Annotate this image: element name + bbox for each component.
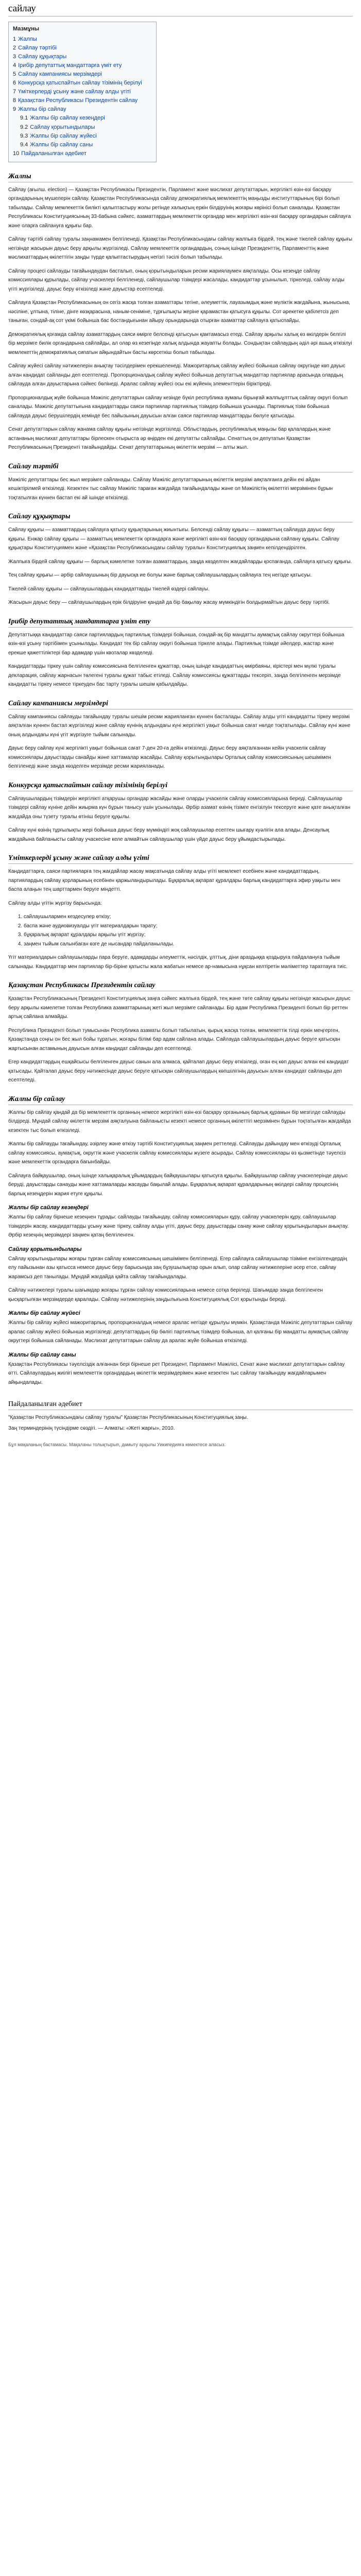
- paragraph: Демократиялық қоғамда сайлау азаматтардың саяси өмірге белсенді қатысуын қамтамасыз етеді. Сайлау арқылы халық өз өкілдерін белгілі бір мерзімге билік органдарына сайлайды, ал олар өз кезегінде халық алдында жауапты болады. Сондықтан сайлаудың әділ әрі ашық өткізілуі мемлекеттің демократиялық сипатын айқындайтын басты көрсеткіш болып табылады.: [8, 331, 352, 355]
- subsection-heading: Жалпы бір сайлау кезеңдері: [8, 1205, 89, 1211]
- toc-item-number: 9: [13, 106, 16, 113]
- table-of-contents: [8, 22, 157, 162]
- toc-item-link[interactable]: Сайлау кампаниясы мерзімдері: [18, 71, 102, 78]
- toc-subitem-number: 9.3: [20, 132, 28, 139]
- paragraph: Үгіт материалдарын сайлаушыларды пара беруге, адамдарды әлеуметтік, нәсілдік, ұлттық, діни араздыққа қоздыруға пайдалануға тыйым салынады. Кандидаттар мен партиялар бір-біріне қатысты жала жабатын немесе ар-намысына нұқсан келтіретін мәліметтер таратпауға тиіс.: [8, 955, 348, 970]
- toc-subitem-link[interactable]: Жалпы бір сайлау саны: [30, 141, 93, 148]
- section-heading: Ірибір депутаттық мандаттарға үміт ету: [8, 618, 353, 628]
- section-heading: Үміткерлерді ұсыну және сайлау алды үгіті: [8, 854, 353, 864]
- references-list: [8, 1413, 353, 1433]
- reference-item: "Қазақстан Республикасындағы сайлау туралы" Қазақстан Республикасының Конституциялық заңы.: [8, 1415, 248, 1421]
- list-item: 1. сайлаушылармен кездесулер өткізу;: [24, 912, 353, 922]
- toc-item[interactable]: [13, 149, 152, 158]
- article-section: [8, 782, 353, 844]
- paragraph: Сайлауға байқаушылар, оның ішінде халықаралық ұйымдардың байқаушылары қатысуға құқылы. Байқаушылар сайлау учаскелерінде дауыс беруді, дауыстарды санауды және хаттамаларды жасауды бақылай алады. Бұқаралық ақпарат құралдарының өкілдері сайлау процесінің барлық кезеңдерін жария етуге құқылы.: [8, 1173, 348, 1197]
- subsection-heading: Жалпы бір сайлау саны: [8, 1351, 76, 1358]
- article-section: [8, 618, 353, 689]
- article-section: [8, 700, 353, 771]
- section-heading: Қазақстан Республикасы Президентін сайлау: [8, 981, 353, 991]
- paragraph: Жалпы бір сайлауды тағайындау, әзірлеу және өткізу тәртібі Конституциялық заңмен реттеледі. Сайлауды дайындау мен өткізуді Орталық сайлау комиссиясы, аумақтық, округтік және учаскелік сайлау комиссиялары жүзеге асырады. Сайлау комиссиялары өз қызметінде тәуелсіз және мемлекеттік органдарға бағынбайды.: [8, 1141, 346, 1165]
- article-section: [8, 513, 353, 607]
- toc-item[interactable]: [13, 88, 152, 96]
- toc-item-link[interactable]: Қазақстан Республикасы Президентін сайлау: [18, 97, 138, 104]
- toc-item-number: 8: [13, 97, 16, 104]
- section-heading: Жалпы: [8, 173, 353, 182]
- toc-list: [13, 35, 152, 158]
- toc-item-link[interactable]: Жалпы бір сайлау: [18, 106, 66, 113]
- toc-item[interactable]: [13, 96, 152, 105]
- subsection-heading: Жалпы бір сайлау жүйесі: [8, 1310, 80, 1317]
- article-section: [8, 173, 353, 452]
- toc-title: Мазмұны: [13, 26, 40, 32]
- reference-item: Заң терминдерінің түсіндірме сөздігі. — Алматы: «Жеті жарғы», 2010.: [8, 1426, 175, 1432]
- paragraph: Сайлау алды үгітін жүргізу барысында:: [8, 900, 102, 906]
- section-heading: Сайлау тәртібі: [8, 463, 353, 472]
- toc-item-number: 6: [13, 80, 16, 87]
- toc-item-link[interactable]: Конкурсқа қатыспайтын сайлау тізімінің берілуі: [18, 80, 142, 87]
- toc-item[interactable]: [13, 105, 152, 149]
- section-heading: Сайлау кампаниясы мерзімдері: [8, 700, 353, 709]
- article-section: [8, 463, 353, 503]
- list-item: 2. баспа және аудиовизуалды үгіт материалдарын тарату;: [24, 922, 353, 931]
- paragraph: Тең сайлау құқығы — әрбір сайлаушының бір дауысқа ие болуы және барлық сайлаушылардың сайлауға тең негізде қатысуы.: [8, 572, 312, 579]
- toc-item-number: 7: [13, 89, 16, 95]
- section-heading: Конкурсқа қатыспайтын сайлау тізімінің берілуі: [8, 782, 353, 791]
- paragraph: Дауыс беру сайлау күні жергілікті уақыт бойынша сағат 7-ден 20-ға дейін өткізіледі. Дауыс беру аяқталғаннан кейін учаскелік сайлау комиссиялары дауыстарды санайды және хаттамалар жасайды. Сайлау қорытындылары Орталық сайлау комиссиясының шешімімен белгіленеді және заңда көзделген мерзімде ресми жарияланады.: [8, 745, 331, 770]
- article-section: [8, 981, 353, 1085]
- toc-item-number: 2: [13, 45, 16, 52]
- section-heading: Сайлау құқықтары: [8, 513, 353, 522]
- toc-subitem[interactable]: [20, 123, 152, 132]
- toc-item-number: 5: [13, 71, 16, 78]
- toc-item-link[interactable]: Сайлау тәртібі: [18, 45, 57, 52]
- toc-subitem[interactable]: [20, 114, 152, 123]
- paragraph: Кандидаттарға, саяси партияларға тең жағдайлар жасау мақсатында сайлау алды үгіті мемлекет есебінен және кандидаттардың, партиялардың сайлау қорларының есебінен қаржыландырылады. Бұқаралық ақпарат құралдары барлық кандидаттарға эфир уақыты мен баспа алаңын тең шарттармен беруге міндетті.: [8, 869, 340, 893]
- toc-item-link[interactable]: Пайдаланылған әдебиет: [21, 150, 87, 157]
- toc-subitem-link[interactable]: Жалпы бір сайлау кезеңдері: [30, 115, 105, 122]
- toc-item-number: 4: [13, 62, 16, 69]
- paragraph: Жалпы бір сайлау қандай да бір мемлекеттік органның немесе жергілікті өзін-өзі басқару органының барлық құрамын бір мезгілде сайлауды білдіреді. Мұндай сайлау өкілеттік мерзімі аяқталуына байланысты кезекті немесе органның өкілеттігі мерзімінен бұрын тоқтатылған жағдайда кезектен тыс болып өткізіледі.: [8, 1109, 351, 1133]
- paragraph: Сайлау қорытындылары жоғары тұрған сайлау комиссиясының шешімімен белгіленеді. Егер сайлауға сайлаушылар тізіміне енгізілгендердің елу пайызынан азы қатысса немесе дауыс беру барысында заң бұзушылықтар орын алып, олар сайлау нәтижелеріне әсер етсе, сайлау жарамсыз деп танылады. Мұндай жағдайда қайта сайлау тағайындалады.: [8, 1256, 347, 1280]
- stub-footer-note: Бұл мақаланың бастамасы. Мақаланы толықтырып, дамыту арқылы Уикипедияға көмектесе аласыз.: [8, 1442, 226, 1448]
- paragraph: Сайлау күні өзінің тұрғылықты жері бойынша дауыс беру мүмкіндігі жоқ сайлаушылар есептен шығару куәлігін ала алады. Денсаулық жағдайына байланысты сайлау учаскесіне келе алмайтын сайлаушылар үшін үйде дауыс беру ұйымдастырылады.: [8, 827, 330, 842]
- toc-subitem-link[interactable]: Сайлау қорытындылары: [30, 124, 95, 130]
- paragraph: Егер кандидаттардың ешқайсысы белгіленген дауыс санын ала алмаса, қайталап дауыс беру өткізіледі, оған ең көп дауыс алған екі кандидат қатысады. Қайталап дауыс беру нәтижесінде дауыс беруге қатысқан сайлаушылардың көпшілігінің дауысын алған кандидат сайланды деп есептеледі.: [8, 1059, 349, 1083]
- toc-item-link[interactable]: Сайлау құқықтары: [18, 54, 67, 60]
- toc-subitem-number: 9.4: [20, 141, 28, 148]
- toc-item[interactable]: [13, 44, 152, 53]
- paragraph: Сайлау процесі сайлауды тағайындаудан басталып, оның қорытындыларын ресми жариялаумен аяқталады. Осы кезеңде сайлау комиссиялары құрылады, сайлау учаскелері белгіленеді, сайлаушылар тізімдері жасалады, кандидаттар ұсынылып, тіркеледі, сайлау алды үгіті жүргізіледі, дауыс беру өткізіледі және дауыстар есептеледі.: [8, 268, 345, 292]
- paragraph: Мәжіліс депутаттары бес жыл мерзімге сайланады. Сайлау Мәжіліс депутаттарының өкілеттік мерзімі аяқталғанға дейін екі айдан кешіктірілмей өткізіледі. Кезектен тыс сайлау Мәжіліс тараған жағдайда тағайындалады және ол Мәжілістің өкілеттігі мерзімінен бұрын тоқтатылған күннен бастап екі ай ішінде өткізіледі.: [8, 477, 333, 501]
- toc-subitem-number: 9.2: [20, 124, 28, 130]
- paragraph: Сайлау жүйесі сайлау нәтижелерін анықтау тәсілдерімен ерекшеленеді. Мажоритарлық сайлау жүйесі бойынша сайлау округінде көп дауыс алған кандидат сайланды деп есептеледі. Пропорционалдық сайлау жүйесі бойынша депутаттық мандаттар партиялар арасында олардың сайлауда алған дауыстарына сәйкес бөлінеді. Аралас сайлау жүйесі осы екі жүйенің элементтерін біріктіреді.: [8, 363, 346, 387]
- paragraph: Қазақстан Республикасы тәуелсіздік алғаннан бері бірнеше рет Президент, Парламент Мәжілісі, Сенат және мәслихат депутаттарын сайлау өтті. Сайлаулардың жиілігі мемлекеттік органдардың өкілеттік мерзімдерімен және кезектен тыс сайлау тағайындау жағдайларымен айқындалады.: [8, 1361, 345, 1385]
- toc-subitem-number: 9.1: [20, 115, 28, 122]
- article-section: [8, 854, 353, 971]
- article-body: [8, 173, 353, 1387]
- paragraph: Жасырын дауыс беру — сайлаушылардың ерік білдіруіне қандай да бір бақылау жасау мүмкіндігін болдырмайтын дауыс беру тәртібі.: [8, 600, 330, 606]
- toc-subitem[interactable]: [20, 141, 152, 149]
- paragraph: Кандидаттарды тіркеу үшін сайлау комиссиясына белгіленген құжаттар, оның ішінде кандидаттың өмірбаяны, кірістері мен мүлкі туралы декларация, сайлау жарнасын төлегені туралы құжат табыс етіледі. Сайлау комиссиясы құжаттарды тексеріп, заңда белгіленген мерзімде кандидатты тіркеу немесе тіркеуден бас тарту туралы шешім қабылдайды.: [8, 664, 341, 688]
- list-item: 4. заңмен тыйым салынбаған өзге де нысандар пайдаланылады.: [24, 940, 353, 949]
- paragraph: Сайлау құқығы — азаматтардың сайлауға қатысу құқықтарының жиынтығы. Белсенді сайлау құқығы — азаматтың сайлауда дауыс беру құқығы. Енжар сайлау құқығы — азаматтың мемлекеттік органдарға және жергілікті өзін-өзі басқару органдарына сайлану құқығы. Сайлау құқықтары Конституциямен және «Қазақстан Республикасындағы сайлау туралы» Конституциялық заңмен кепілдендірілген.: [8, 527, 339, 551]
- toc-item-number: 1: [13, 36, 16, 43]
- toc-item-link[interactable]: Үміткерлерді ұсыну және сайлау алды үгіті: [18, 89, 131, 95]
- paragraph: Сенат депутаттарын сайлау жанама сайлау құқығы негізінде жүргізіледі. Облыстардың, республикалық маңызы бар қалалардың және астананың мәслихат депутаттары бірлескен отырыста әр өңірден екі депутатты сайлайды. Сенаттың он депутатын Қазақстан Республикасының Президенті тағайындайды. Сенат депутаттарының өкілеттік мерзімі — алты жыл.: [8, 427, 331, 451]
- toc-item[interactable]: [13, 61, 152, 70]
- references-section: [8, 1400, 353, 1433]
- paragraph: Сайлау нәтижелері туралы шағымдар жоғары тұрған сайлау комиссияларына немесе сотқа беріледі. Шағымдар заңда белгіленген қысқартылған мерзімдерде қаралады. Сайлау нәтижелерінің заңдылығына Конституциялық Сот қорытынды береді.: [8, 1287, 323, 1302]
- paragraph: Сайлауға Қазақстан Республикасының он сегіз жасқа толған азаматтары тегіне, әлеуметтік, лауазымдық және мүліктік жағдайына, жынысына, нәсіліне, ұлтына, тіліне, дінге көзқарасына, наным-сеніміне, тұрғылықты жеріне қарамастан қатысуға құқылы. Сот әрекетке қабілетсіз деп таныған, сондай-ақ сот үкімі бойынша бас бостандығынан айыру орындарында отырған азаматтар сайлауға қатыспайды.: [8, 300, 350, 324]
- toc-item[interactable]: [13, 53, 152, 61]
- page-title: сайлау: [8, 3, 353, 16]
- toc-sublist: [13, 114, 152, 149]
- paragraph: Жалпы бір сайлау жүйесі мажоритарлық, пропорционалдық немесе аралас негізде құрылуы мүмкін. Қазақстанда Мәжіліс депутаттарын сайлау аралас сайлау жүйесі бойынша жүргізіледі: депутаттардың бір бөлігі партиялық тізімдер бойынша, ал қалғаны бір мандатты аумақтық сайлау округтері бойынша сайланады. Мәслихат депутаттарын сайлау да аралас жүйе бойынша өткізіледі.: [8, 1320, 352, 1344]
- paragraph: Сайлау кампаниясы сайлауды тағайындау туралы шешім ресми жарияланған күннен басталады. Сайлау алды үгіті кандидатты тіркеу мерзімі аяқталған күннен бастап жүргізіледі және сайлау күнінің алдындағы күні жергілікті уақыт бойынша сағат нөлде тоқтатылады. Сайлау күні және оның алдындағы күні үгіт жүргізуге тыйым салынады.: [8, 714, 351, 738]
- toc-subitem[interactable]: [20, 132, 152, 141]
- article-section: [8, 1095, 353, 1387]
- toc-item[interactable]: [13, 35, 152, 44]
- toc-item[interactable]: [13, 79, 152, 88]
- toc-item-link[interactable]: Жалпы: [18, 36, 37, 43]
- subsection-heading: Сайлау қорытындылары: [8, 1246, 82, 1252]
- list-item: 3. бұқаралық ақпарат құралдары арқылы үгіт жүргізу;: [24, 930, 353, 940]
- paragraph: Жалпыға бірдей сайлау құқығы — барлық кәмелетке толған азаматтардың, заңда көзделген жағдайларды қоспағанда, сайлауға қатысу құқығы.: [8, 558, 352, 565]
- paragraph: Республика Президенті болып тумысынан Республика азаматы болып табылатын, қырық жасқа толған, мемлекеттік тілді еркін меңгерген, Қазақстанда соңғы он бес жыл бойы тұратын, жоғары білімі бар адам сайлана алады. Сайлауда сайлаушылардың дауыс беруге қатысқан жартысынан астамының дауысын алған кандидат сайланды деп есептеледі.: [8, 1027, 340, 1052]
- paragraph: Сайлау тәртібі сайлау туралы заңнамамен белгіленеді. Қазақстан Республикасындағы сайлау жалпыға бірдей, тең және тікелей сайлау құқығы негізінде жасырын дауыс беру арқылы жүргізіледі. Сайлау мемлекеттік органдардың, соның ішінде Президенттің, Парламенттің және мәслихаттардың өкілеттігін заңды түрде қалыптастырудың негізгі тәсілі болып табылады.: [8, 236, 353, 261]
- paragraph: Депутаттыққа кандидаттар саяси партиялардың партиялық тізімдері бойынша, сондай-ақ бір мандатты аумақтық сайлау округтері бойынша өзін-өзі ұсыну тәртібімен ұсынылады. Кандидат тек бір сайлау округі бойынша тіркеле алады. Партиялық тізімде әйелдер, жастар және ерекше қажеттіліктері бар адамдар үшін квоталар көзделеді.: [8, 632, 345, 656]
- references-heading: Пайдаланылған әдебиет: [8, 1400, 353, 1410]
- toc-item-number: 3: [13, 54, 16, 60]
- paragraph: Сайлаушылардың тізімдерін жергілікті атқарушы органдар жасайды және оларды учаскелік сайлау комиссияларына береді. Сайлаушылар тізімдері сайлау күніне дейін жиырма күн бұрын танысу үшін ұсынылады. Әрбір азамат өзінің тізімге енгізілуін тексеруге және қате анықталған жағдайда оны түзету туралы өтініш беруге құқылы.: [8, 795, 351, 820]
- toc-item-number: 10: [13, 150, 20, 157]
- paragraph: Сайлау (ағылш. election) — Қазақстан Республикасы Президентін, Парламент және мәслихат депутаттарын, жергілікті өзін-өзі басқару органдарының мүшелерін сайлау. Қазақстан Республикасында сайлау демократиялық мемлекеттің маңызды институттарының бірі болып табылады. Сайлау мемлекеттік билікті қалыптастыру жолы ретінде халықтың еркін білдіруінің жоғары көрінісі болып саналады. Қазақстан Республикасы Конституциясының 33-бабына сәйкес, азаматтардың мемлекеттік органдар мен жергілікті өзін-өзі басқару органдарын сайлауға және оларға сайлануға құқығы бар.: [8, 187, 351, 229]
- numbered-list: [8, 912, 353, 948]
- paragraph: Қазақстан Республикасының Президенті Конституциялық заңға сәйкес жалпыға бірдей, тең және төте сайлау құқығы негізінде жасырын дауыс беру арқылы кәмелетке толған Республика азаматтарының жеті жыл мерзімге сайланады. Бір адам Республика Президенті болып бір реттен артық сайлана алмайды.: [8, 996, 351, 1020]
- paragraph: Пропорционалдық жүйе бойынша Мәжіліс депутаттарын сайлау кезінде бүкіл республика аумағы бірыңғай жалпыұлттық сайлау округі болып саналады. Мәжіліс депутаттығына кандидаттарды саяси партиялар партиялық тізімдер бойынша ұсынады. Партиялық тізім бойынша сайлауда дауыс берушілердің кемінде бес пайызының дауысын алған саяси партиялар мандаттарды бөлуге қатысады.: [8, 395, 348, 419]
- toc-item-link[interactable]: Ірибір депутаттық мандаттарға үміт ету: [18, 62, 122, 69]
- section-heading: Жалпы бір сайлау: [8, 1095, 353, 1105]
- toc-subitem-link[interactable]: Жалпы бір сайлау жүйесі: [30, 132, 97, 139]
- paragraph: Жалпы бір сайлау бірнеше кезеңнен тұрады: сайлауды тағайындау, сайлау комиссияларын құру, сайлау учаскелерін құру, сайлаушылар тізімдерін жасау, кандидаттарды ұсыну және тіркеу, сайлау алды үгіті, дауыс беру, дауыстарды санау және сайлау қорытындыларын анықтау. Әрбір кезеңнің мерзімдері заңмен қатаң белгіленген.: [8, 1214, 349, 1239]
- toc-item[interactable]: [13, 70, 152, 79]
- paragraph: Тікелей сайлау құқығы — сайлаушылардың кандидаттарды тікелей өздері сайлауы.: [8, 586, 210, 592]
